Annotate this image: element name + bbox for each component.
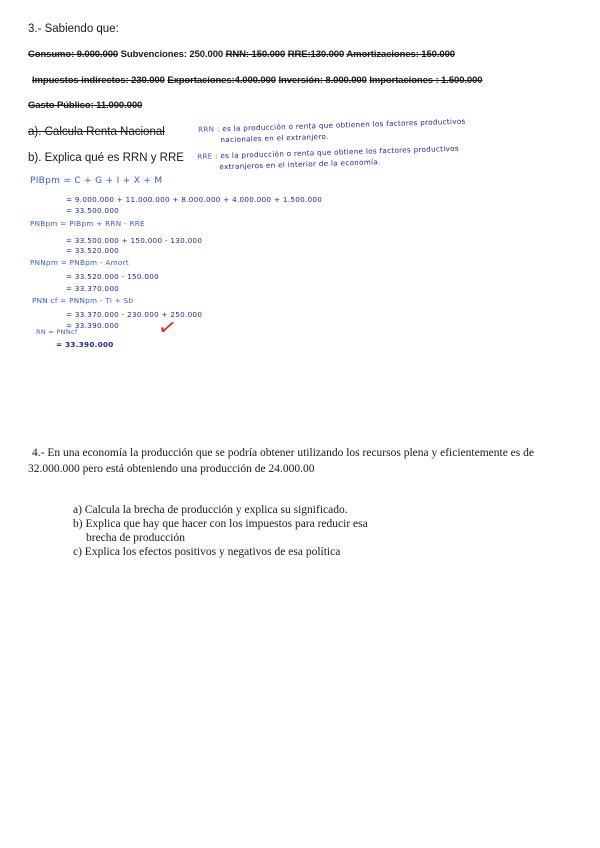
- rrn-line-2: nacionales en el extranjero.: [220, 131, 329, 145]
- importaciones-value: Importaciones : 1.500.000: [369, 75, 483, 86]
- rre-value: RRE:130.000: [287, 49, 345, 60]
- rrn-label: RRN :: [198, 124, 220, 134]
- pnncf-substitution: = 33.370.000 - 230.000 + 250.000: [66, 310, 203, 319]
- rre-line-1: es la producción o renta que obtiene los factores productivos: [220, 143, 460, 161]
- q4-part-b-line-1: b) Explica que hay que hacer con los impuestos para reducir esa: [73, 518, 368, 530]
- q3-part-a: a). Calcula Renta Nacional: [28, 126, 165, 138]
- rn-result: = 33.390.000: [56, 340, 114, 349]
- inversion-value: Inversión: 8.000.000: [278, 75, 367, 86]
- rre-definition: [197, 144, 459, 172]
- data-line-2: [32, 75, 482, 86]
- q4-part-a: a) Calcula la brecha de producción y explica su significado.: [73, 504, 348, 516]
- pnncf-result: = 33.390.000: [66, 321, 120, 330]
- subvenciones-value: Subvenciones: 250.000: [120, 49, 224, 60]
- q4-part-c: c) Explica los efectos positivos y negativos de esa política: [73, 546, 341, 558]
- rnn-value: RNN: 150.000: [225, 49, 286, 60]
- pnn-substitution: = 33.520.000 - 150.000: [66, 272, 159, 281]
- pnb-formula: PNBpm = PIBpm + RRN - RRE: [30, 219, 145, 228]
- rre-label: RRE :: [197, 151, 219, 161]
- rrn-definition: [198, 117, 466, 145]
- consumo-value: Consumo: 9.000.000: [28, 49, 119, 60]
- pnn-result: = 33.370.000: [66, 284, 120, 293]
- q4-statement-line-2: 32.000.000 pero está obteniendo una producción de 24.000.00: [28, 463, 315, 475]
- checkmark-icon: ✓: [155, 314, 179, 343]
- pnb-result: = 33.520.000: [66, 246, 120, 255]
- pnb-substitution: = 33.500.000 + 150.000 - 130.000: [66, 236, 203, 245]
- impuestos-indirectos-value: Impuestos indirectos: 230.000: [32, 75, 165, 86]
- gasto-publico-value: Gasto Público: 11.000.000: [28, 100, 143, 111]
- rn-formula: RN = PNNcf: [36, 328, 78, 336]
- q3-part-b: b). Explica qué es RRN y RRE: [28, 152, 184, 164]
- exportaciones-value: Exportaciones:4.000.000: [167, 75, 276, 86]
- pnn-formula: PNNpm = PNBpm - Amort: [30, 258, 130, 267]
- q4-part-b-line-2: brecha de producción: [86, 532, 185, 544]
- q4-statement-line-1: 4.- En una economía la producción que se podría obtener utilizando los recursos plena y eficientemente es de: [32, 447, 534, 459]
- pib-formula: PIBpm = C + G + I + X + M: [30, 176, 163, 186]
- pib-substitution: = 9.000.000 + 11.000.000 + 8.000.000 + 4.000.000 + 1.500.000: [66, 195, 323, 204]
- amortizaciones-value: Amortizaciones: 150.000: [346, 49, 455, 60]
- rrn-line-1: es la producción o renta que obtienen los factores productivos: [222, 116, 466, 134]
- pib-result: = 33.500.000: [66, 206, 120, 215]
- pnncf-formula: PNN cf = PNNpm - Ti + Sb: [32, 296, 134, 305]
- q3-title: 3.- Sabiendo que:: [28, 23, 119, 35]
- data-line-1: [28, 49, 455, 60]
- rre-line-2: extranjeros en el interior de la economía.: [219, 157, 381, 172]
